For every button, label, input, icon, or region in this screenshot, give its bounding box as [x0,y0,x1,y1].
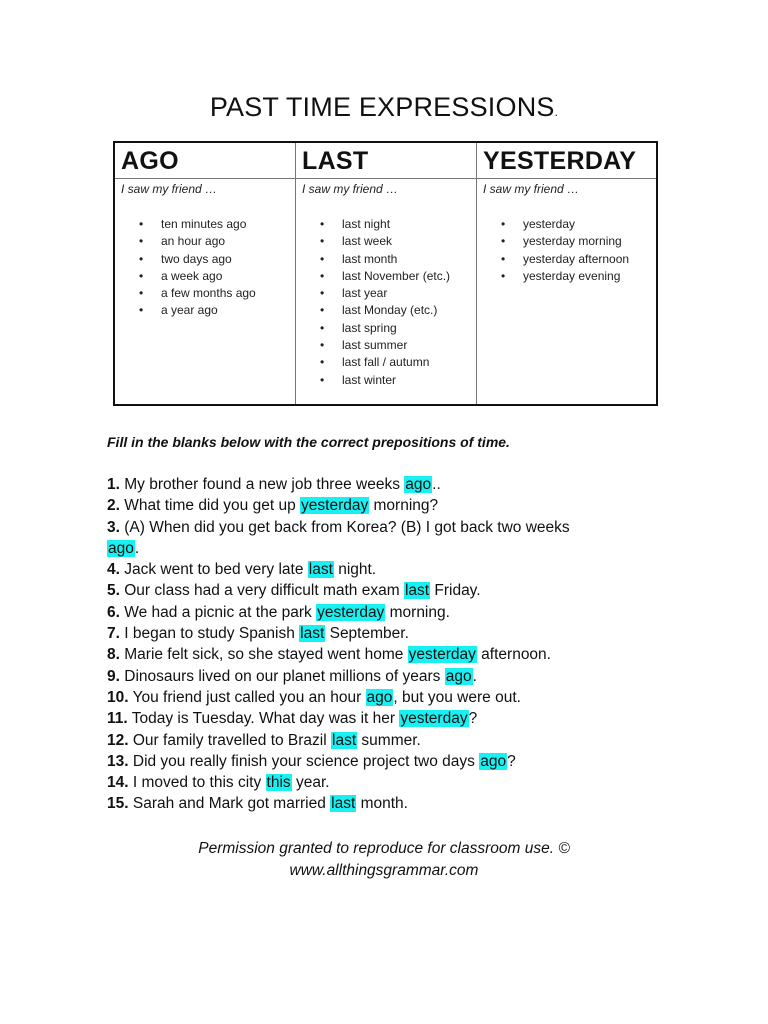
exercise-row [107,538,667,559]
exercise-text-end: .. [432,476,441,493]
answer-highlight: yesterday [400,710,468,728]
exercise-number: 7. [107,625,120,643]
answer-highlight: last [332,731,357,749]
list-item: • last fall / autumn [320,354,476,371]
exercise-text: I moved to this city [128,774,266,792]
exercise-list [107,474,667,815]
exercise-number: 5. [107,582,120,600]
exercise-text: I began to study Spanish [119,625,300,643]
exercise-row [107,793,667,814]
exercise-row [107,644,667,665]
list-item: • yesterday afternoon [501,251,656,268]
exercise-text: Our family travelled to Brazil [128,731,331,749]
exercise-text: Our class had a very difficult math exam [119,582,404,600]
answer-highlight: ago [405,476,432,493]
list-item: • last night [320,216,476,233]
list-item: • last spring [320,320,476,337]
expressions-table [113,141,658,406]
exercise-text: What time did you get up [119,497,301,515]
exercise-text-end: morning. [385,603,450,621]
exercise-text: Sarah and Mark got married [128,795,331,813]
column-yesterday [477,143,656,404]
exercise-text: Jack went to bed very late [119,561,308,579]
exercise-row [107,495,667,516]
exercise-row [107,730,667,751]
column-header: LAST [296,143,476,179]
exercise-text-end: Friday. [430,582,481,600]
answer-highlight: yesterday [317,603,385,621]
list-item: • last Monday (etc.) [320,302,476,319]
exercise-row [107,772,667,793]
expression-list [296,216,476,389]
exercise-number: 15. [107,795,129,813]
exercise-text-end: month. [356,795,408,813]
exercise-text-end: year. [291,774,330,792]
exercise-row [107,517,667,538]
exercise-text-end: ? [468,710,478,728]
exercise-number: 2. [107,497,120,515]
answer-highlight: last [404,582,430,600]
list-item: • last month [320,251,476,268]
exercise-text-end: ? [507,752,516,770]
exercise-number: 9. [107,667,120,685]
exercise-number: 1. [107,476,120,493]
answer-highlight: ago [445,667,472,685]
list-item: • ten minutes ago [139,216,295,233]
exercise-row [107,559,667,580]
exercise-text-end: night. [333,561,377,579]
list-item: • last year [320,285,476,302]
column-subtitle: I saw my friend … [302,182,399,196]
exercise-row [107,751,667,772]
list-item: • two days ago [139,251,295,268]
title-suffix: . [554,105,559,119]
list-item: • last week [320,233,476,250]
column-header: YESTERDAY [477,143,656,179]
list-item: • yesterday morning [501,233,656,250]
list-item: • last summer [320,337,476,354]
exercise-text-end: morning? [369,497,439,515]
exercise-text: My brother found a new job three weeks [119,476,405,493]
exercise-row [107,602,667,623]
answer-highlight: last [331,795,356,813]
exercise-text: We had a picnic at the park [119,603,317,621]
answer-highlight: ago [480,752,507,770]
list-item: • a year ago [139,302,295,319]
exercise-text-end: . [134,539,140,557]
exercise-text: Marie felt sick, so she stayed went home [119,646,408,664]
answer-highlight: last [300,625,325,643]
expression-list [477,216,656,285]
expression-list [115,216,295,320]
exercise-row [107,580,667,601]
column-last [296,143,477,404]
answer-highlight: ago [366,688,393,706]
answer-highlight: this [266,774,291,792]
list-item: • a week ago [139,268,295,285]
exercise-text: You friend just called you an hour [128,688,366,706]
list-item: • yesterday [501,216,656,233]
exercise-row [107,474,667,495]
instructions: Fill in the blanks below with the correct prepositions of time. [107,434,510,450]
exercise-text-end: afternoon. [476,646,551,664]
exercise-row [107,623,667,644]
answer-highlight: last [308,561,333,579]
exercise-row [107,687,667,708]
list-item: • a few months ago [139,285,295,302]
exercise-text: Dinosaurs lived on our planet millions of years [119,667,445,685]
exercise-row [107,666,667,687]
answer-highlight: yesterday [301,497,369,515]
permission-text: Permission granted to reproduce for classroom use. © [198,840,570,857]
exercise-row [107,708,667,729]
column-header: AGO [115,143,295,179]
exercise-text-end: . [472,667,477,685]
list-item: • yesterday evening [501,268,656,285]
exercise-number: 6. [107,603,120,621]
page-title [0,92,768,123]
exercise-text-end: summer. [357,731,421,749]
exercise-number: 13. [107,752,129,770]
answer-highlight: yesterday [408,646,476,664]
column-subtitle: I saw my friend … [483,182,580,196]
website-link: www.allthingsgrammar.com [289,862,479,879]
exercise-text-end: , but you were out. [393,688,521,706]
exercise-number: 8. [107,646,120,664]
exercise-number: 10. [107,688,129,706]
exercise-number: 14. [107,774,129,792]
exercise-text-end: September. [325,625,409,643]
exercise-text: (A) When did you get back from Korea? (B) I got back two weeks [119,518,570,536]
column-subtitle: I saw my friend … [121,182,218,196]
exercise-number: 4. [107,561,120,579]
exercise-text: Today is Tuesday. What day was it her [127,710,400,728]
answer-highlight: ago [108,539,134,557]
exercise-number: 11. [107,710,128,728]
column-ago [115,143,296,404]
list-item: • last winter [320,372,476,389]
footer [0,838,768,882]
list-item: • last November (etc.) [320,268,476,285]
exercise-text: Did you really finish your science project two days [128,752,480,770]
exercise-number: 12. [107,731,129,749]
exercise-number: 3. [107,518,120,536]
list-item: • an hour ago [139,233,295,250]
title-text: PAST TIME EXPRESSIONS [209,92,555,122]
